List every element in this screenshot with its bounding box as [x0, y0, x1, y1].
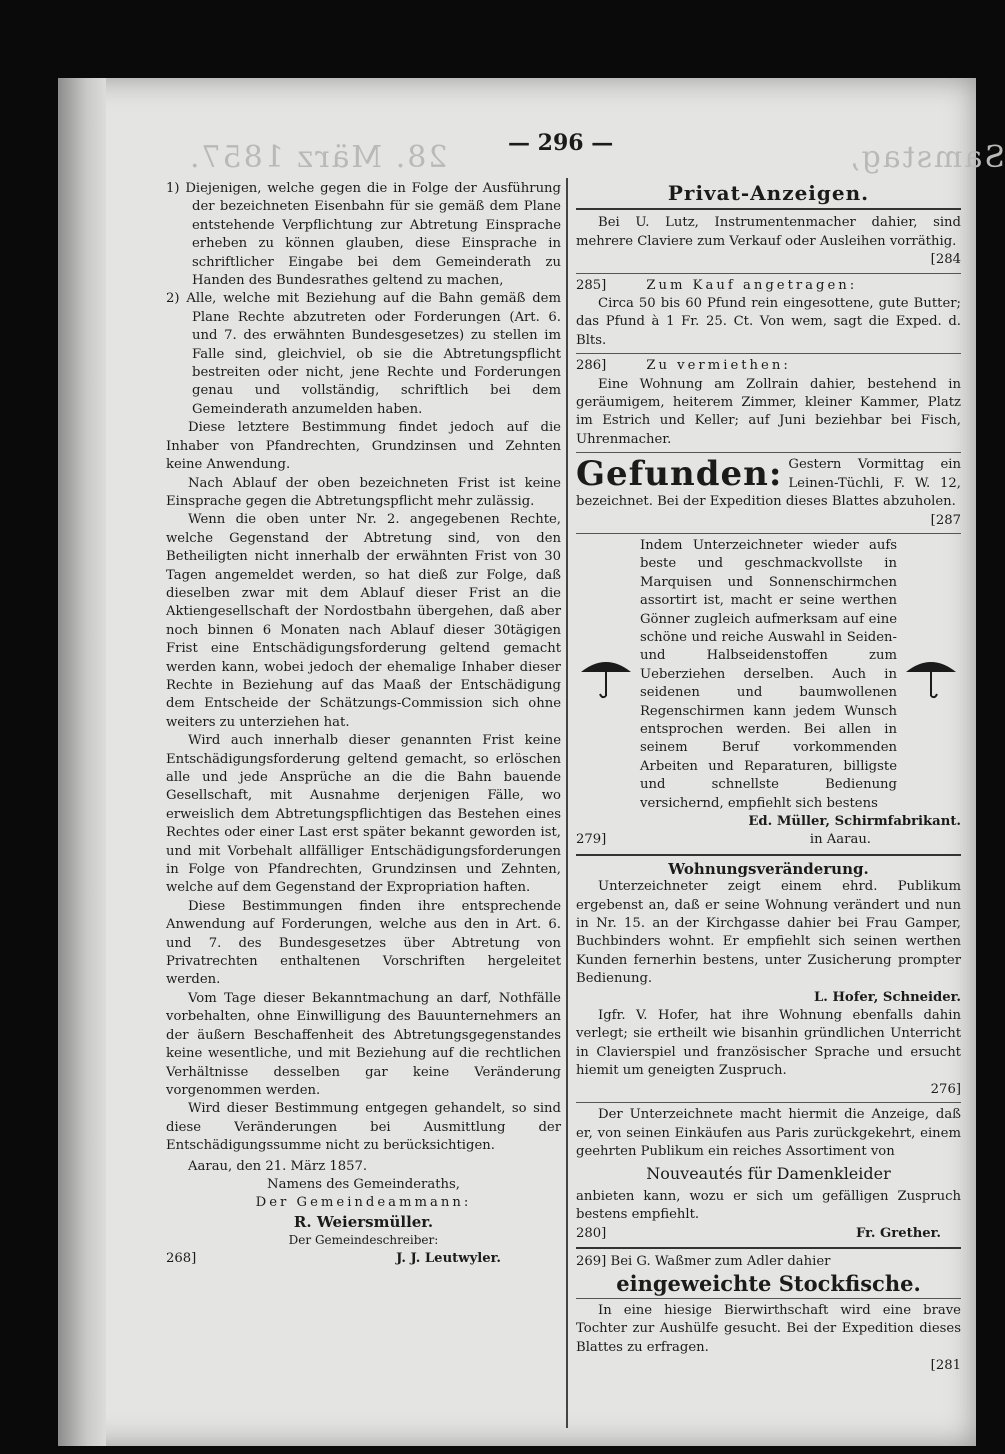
umbrella-icon: [901, 650, 961, 700]
ad-text: Indem Unterzeichneter wieder aufs beste und geschmackvollste in Marquisen und Sonnenschirmchen assortirt ist, macht er seine werthen Gönner zugleich aufmerksam auf eine schöne und reiche Auswahl in Seiden- und Halbseidenstoffen zum Ueberziehen derselben. Auch in seidenen und baumwollenen Regenschirmen kann jedem Wunsch entsprochen werden. Bei allen in seinem Beruf vorkommenden Arbeiten und Reparaturen, billigste und schnellste Bedienung versichernd, empfiehlt sich bestens: [640, 537, 897, 811]
reference-number: [284: [930, 252, 961, 268]
right-column: [576, 180, 961, 1375]
reference-number: 285]: [576, 277, 607, 293]
paragraph: Diese Bestimmungen finden ihre entsprechende Anwendung auf Forderungen, welche aus den in Art. 6. und 7. des Bundesgesetzes über Abtretung von Privatrechten enthaltenen Vorschriften hergeleitet werden.: [166, 898, 561, 988]
ad-text: 269] Bei G. Waßmer zum Adler dahier: [576, 1253, 831, 1269]
paragraph: Wird auch innerhalb dieser genannten Frist keine Entschädigungsforderung geltend gemacht, so erlöschen alle und jede Ansprüche an die die Bahn bauende Gesellschaft, mit Ausnahme derjenigen Fälle, wo erweislich dem Abtretungspflichtigen das Bestehen eines Rechtes oder einer Last erst später bekannt geworden ist, und mit Vorbehalt allfälliger Entschädigungsforderungen in Folge von Pfandrechten, Grundzinsen und Zehnten, welche auf dem Gegenstand der Expropriation haften.: [166, 733, 561, 896]
page-number: — 296 —: [508, 130, 614, 156]
signature-name: J. J. Leutwyler.: [396, 1250, 501, 1266]
reference-number: 286]: [576, 358, 607, 374]
column-divider: [566, 178, 568, 1428]
bleedthrough-right: Samstag,: [848, 140, 1005, 175]
ad-signature: Fr. Grether.: [855, 1225, 941, 1241]
paragraph: Wird dieser Bestimmung entgegen gehandelt, so sind diese Veränderungen bei Ausmittlung der Entschädigungssumme nicht zu berücksichtigen.: [166, 1101, 561, 1154]
section-heading: Privat-Anzeigen.: [667, 181, 870, 205]
ad-text: Circa 50 bis 60 Pfund rein eingesottene, gute Butter; das Pfund à 1 Fr. 25. Ct. Von wem, sagt die Exped. d. Blts.: [576, 296, 961, 348]
signature-title: Der Gemeindeschreiber:: [288, 1233, 439, 1248]
ad-place: in Aarau.: [809, 832, 871, 848]
ad-title: Wohnungsveränderung.: [668, 859, 869, 878]
notice-date: Aarau, den 21. März 1857.: [188, 1158, 368, 1174]
paragraph: Diese letztere Bestimmung findet jedoch auf die Inhaber von Pfandrechten, Grundzinsen und Zehnten keine Anwendung.: [166, 420, 561, 473]
clause-2: 2) Alle, welche mit Beziehung auf die Bahn gemäß dem Plane Rechte abzutreten oder Forderungen (Art. 6. und 7. des erwähnten Bundesgesetzes) zu stellen im Falle sind, gleichviel, ob sie die Abtretungspflicht bestreiten oder nicht, jene Rechte und Forderungen genau und vollständig, schriftlich bei dem Gemeinderath anzumelden haben.: [166, 291, 561, 417]
paragraph: Nach Ablauf der oben bezeichneten Frist ist keine Einsprache gegen die Abtretungspflicht mehr zulässig.: [166, 475, 561, 509]
ad-headline: Nouveautés für Damenkleider: [646, 1164, 891, 1184]
ad-title: Zum Kauf angetragen:: [646, 277, 858, 293]
newspaper-page: [58, 78, 1005, 1446]
umbrella-icon: [576, 650, 636, 700]
ad-text: Gestern Vormittag ein Leinen-Tüchli, F. W. 12, bezeichnet. Bei der Expedition dieses Blattes abzuholen.: [576, 457, 961, 510]
left-column: [166, 180, 561, 1268]
reference-number: 268]: [166, 1250, 197, 1266]
signature-line: Namens des Gemeinderaths,: [267, 1176, 460, 1192]
reference-number: 276]: [930, 1081, 961, 1097]
ad-signature: L. Hofer, Schneider.: [813, 989, 961, 1005]
paragraph: Vom Tage dieser Bekanntmachung an darf, Nothfälle vorbehalten, ohne Einwilligung des Bauunternehmers an der äußern Beschaffenheit des Abtretungsgegenstandes keine wesentliche, und mit Beziehung auf die rechtlichen Verhältnisse desselben gar keine Veränderung vorgenommen werden.: [166, 990, 561, 1098]
ad-signature: Ed. Müller, Schirmfabrikant.: [748, 814, 961, 829]
found-heading: Gefunden:: [576, 454, 783, 495]
signature-title: Der Gemeindeammann:: [255, 1195, 472, 1211]
page-binding: [58, 78, 106, 1446]
reference-number: [287: [930, 512, 961, 528]
ad-text: Der Unterzeichnete macht hiermit die Anzeige, daß er, von seinen Einkäufen aus Paris zurückgekehrt, einem geehrten Publikum ein reiches Assortiment von: [576, 1107, 961, 1159]
reference-number: 279]: [576, 832, 607, 848]
ad-headline: eingeweichte Stockfische.: [616, 1271, 921, 1297]
ad-text: Igfr. V. Hofer, hat ihre Wohnung ebenfalls dahin verlegt; sie ertheilt wie bisanhin gründlichen Unterricht in Clavierspiel und französischer Sprache und ersucht hiemit um geneigten Zuspruch.: [576, 1008, 961, 1079]
clause-1: 1) Diejenigen, welche gegen die in Folge der Ausführung der bezeichneten Eisenbahn für sie gemäß dem Plane entstehende Verpflichtung zur Abtretung Einsprache erheben zu können glauben, diese Einsprache in schriftlicher Eingabe bei dem Gemeinderath zu Handen des Bundesrathes geltend zu machen,: [166, 181, 561, 289]
bleedthrough-left: 28. März 1857.: [188, 140, 448, 175]
paragraph: Wenn die oben unter Nr. 2. angegebenen Rechte, welche Gegenstand der Abtretung sind, von den Betheiligten nicht innerhalb der erwähnten Frist von 30 Tagen angemeldet werden, so hat dieß zur Folge, daß dieselben zwar mit dem Ablauf dieser Frist an die Aktiengesellschaft der Nordostbahn übergehen, daß aber noch binnen 6 Monaten nach Ablauf dieser 30tägigen Frist eine Entschädigungsforderung geltend gemacht werden kann, wobei jedoch der ehemalige Inhaber dieser Rechte in Beziehung auf das Maaß der Entschädigung dem Entscheide der Schätzungs-Commission sich ohne weiters zu unterziehen hat.: [166, 512, 561, 730]
signature-name: R. Weiersmüller.: [293, 1212, 434, 1231]
ad-text: In eine hiesige Bierwirthschaft wird eine brave Tochter zur Aushülfe gesucht. Bei der Expedition dieses Blattes zu erfragen.: [576, 1302, 961, 1355]
ad-title: Zu vermiethen:: [646, 358, 791, 374]
reference-number: 280]: [576, 1225, 607, 1241]
ad-text: Unterzeichneter zeigt einem ehrd. Publikum ergebenst an, daß er seine Wohnung verändert und nun in Nr. 15. an der Kirchgasse dahier bei Frau Gamper, Buchbinders wohnt. Er empfiehlt sich seinen werthen Kunden fernerhin bestens, unter Zusicherung prompter Bedienung.: [576, 879, 961, 987]
reference-number: [281: [930, 1357, 961, 1373]
ad-text: anbieten kann, wozu er sich um gefälligen Zuspruch bestens empfiehlt.: [576, 1188, 961, 1223]
ad-text: Eine Wohnung am Zollrain dahier, bestehend in geräumigem, heiterem Zimmer, kleiner Kammer, Platz im Estrich und Keller; auf Juni beziehbar bei Fisch, Uhrenmacher.: [576, 376, 961, 447]
ad-text: Bei U. Lutz, Instrumentenmacher dahier, sind mehrere Claviere zum Verkauf oder Ausleihen vorräthig.: [576, 215, 961, 249]
